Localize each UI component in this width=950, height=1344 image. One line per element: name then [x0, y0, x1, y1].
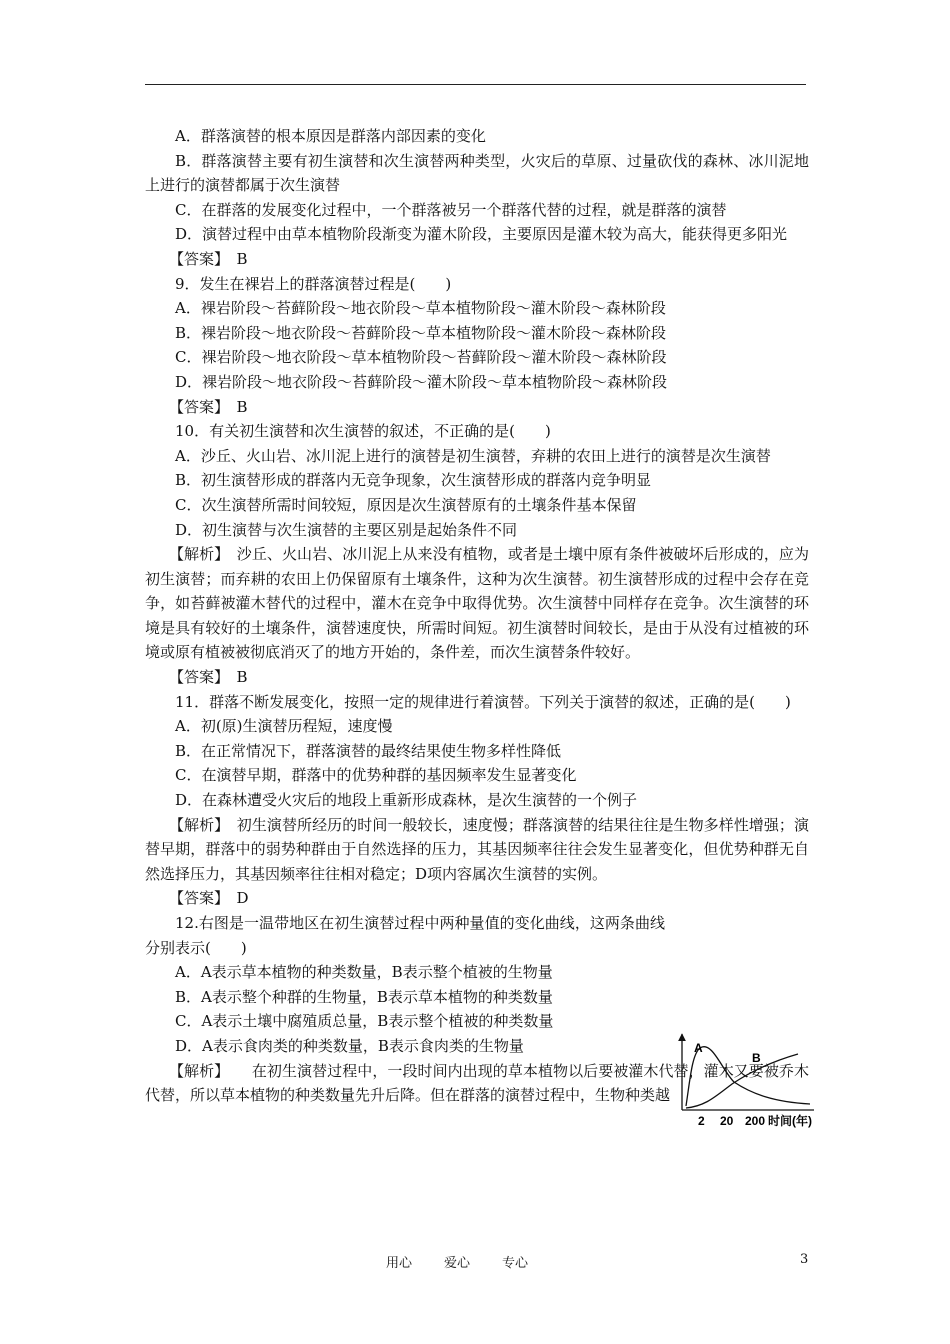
- succession-curve-figure: [670, 1030, 830, 1138]
- tick-label: 200: [745, 1114, 766, 1128]
- option-line: C．裸岩阶段～地衣阶段～草本植物阶段～苔藓阶段～灌木阶段～森林阶段: [175, 348, 667, 367]
- answer-line: 【答案】 D: [169, 889, 249, 908]
- text-line: A．群落演替的根本原因是群落内部因素的变化: [175, 127, 486, 145]
- text-line: D．演替过程中由草本植物阶段渐变为灌木阶段，主要原因是灌木较为高大，能获得更多阳光: [175, 225, 788, 244]
- answer-line: 【答案】 B: [169, 249, 248, 268]
- option-line: B．裸岩阶段～地衣阶段～苔藓阶段～草本植物阶段～灌木阶段～森林阶段: [175, 323, 667, 342]
- option-line: C．次生演替所需时间较短，原因是次生演替原有的土壤条件基本保留: [175, 495, 637, 514]
- tick-label: 2: [698, 1114, 705, 1128]
- option-line: D．A表示食肉类的种类数量，B表示食肉类的生物量: [175, 1036, 524, 1055]
- header-rule: [145, 84, 806, 85]
- text-line: C．在群落的发展变化过程中，一个群落被另一个群落代替的过程，就是群落的演替: [175, 200, 727, 219]
- curve-b-label: B: [752, 1051, 761, 1065]
- page-body: [145, 124, 809, 1108]
- x-axis-unit: 时间(年): [768, 1114, 812, 1128]
- option-line: B．A表示整个种群的生物量，B表示草本植物的种类数量: [175, 987, 553, 1006]
- text-line: B．群落演替主要有初生演替和次生演替两种类型，火灾后的草原、过量砍伐的森林、冰川泥地上进行的演替都属于次生演替: [145, 151, 809, 195]
- analysis-paragraph: 【解析】 初生演替所经历的时间一般较长，速度慢；群落演替的结果往往是生物多样性增强；演替早期，群落中的弱势种群由于自然选择的压力，其基因频率往往会发生显著变化，但优势种群无自然选择压力，其基因频率往往相对稳定；D项内容属次生演替的实例。: [145, 815, 809, 883]
- curve-a-label: A: [694, 1041, 703, 1055]
- footer-motto: 爱心: [444, 1256, 471, 1271]
- tick-label: 20: [720, 1114, 734, 1128]
- option-line: B．在正常情况下，群落演替的最终结果使生物多样性降低: [175, 741, 562, 760]
- answer-line: 【答案】 B: [169, 668, 248, 687]
- analysis-paragraph: 【解析】 沙丘、火山岩、冰川泥上从来没有植物，或者是土壤中原有条件被破坏后形成的，应为初生演替；而弃耕的农田上仍保留原有土壤条件，这种为次生演替。初生演替形成的过程中会存在竞争，如苔藓被灌木替代的过程中，灌木在竞争中取得优势。次生演替中同样存在竞争。次生演替的环境是具有较好的土壤条件，演替速度快，所需时间短。初生演替时间较长，是由于从没有过植被的环境或原有植被被彻底消灭了的地方开始的，条件差，而次生演替条件较好。: [145, 545, 809, 662]
- question-9: 9．发生在裸岩上的群落演替过程是( ): [175, 274, 452, 293]
- answer-line: 【答案】 B: [169, 397, 248, 416]
- option-line: A．A表示草本植物的种类数量，B表示整个植被的生物量: [175, 963, 553, 982]
- page-number: 3: [800, 1252, 809, 1267]
- question-10: 10．有关初生演替和次生演替的叙述，不正确的是( ): [175, 422, 551, 441]
- option-line: B．初生演替形成的群落内无竞争现象，次生演替形成的群落内竞争明显: [175, 471, 652, 490]
- option-line: A．初(原)生演替历程短，速度慢: [175, 717, 393, 736]
- footer-motto: 专心: [502, 1256, 529, 1271]
- option-line: C．在演替早期，群落中的优势种群的基因频率发生显著变化: [175, 766, 577, 785]
- option-line: A．沙丘、火山岩、冰川泥上进行的演替是初生演替，弃耕的农田上进行的演替是次生演替: [175, 446, 771, 465]
- footer-motto: 用心: [386, 1256, 413, 1271]
- question-12-stem: 12.右图是一温带地区在初生演替过程中两种量值的变化曲线，这两条曲线分别表示( ): [145, 914, 665, 957]
- option-line: D．裸岩阶段～地衣阶段～苔藓阶段～灌木阶段～草本植物阶段～森林阶段: [175, 372, 668, 391]
- analysis-paragraph: 【解析】 在初生演替过程中，一段时间内出现的草本植物以后要被灌木代替，灌木又要被乔木代替，所以草本植物的种类数量先升后降。但在群落的演替过程中，生物种类越: [145, 1061, 809, 1105]
- option-line: D．初生演替与次生演替的主要区别是起始条件不同: [175, 520, 518, 539]
- option-line: D．在森林遭受火灾后的地段上重新形成森林，是次生演替的一个例子: [175, 791, 638, 810]
- option-line: A．裸岩阶段～苔藓阶段～地衣阶段～草本植物阶段～灌木阶段～森林阶段: [175, 299, 666, 318]
- question-11: 11．群落不断发展变化，按照一定的规律进行着演替。下列关于演替的叙述，正确的是( ): [175, 692, 791, 711]
- curve-diagram: [670, 1030, 830, 1138]
- question-12: [145, 911, 665, 1059]
- option-line: C．A表示土壤中腐殖质总量，B表示整个植被的种类数量: [175, 1012, 554, 1031]
